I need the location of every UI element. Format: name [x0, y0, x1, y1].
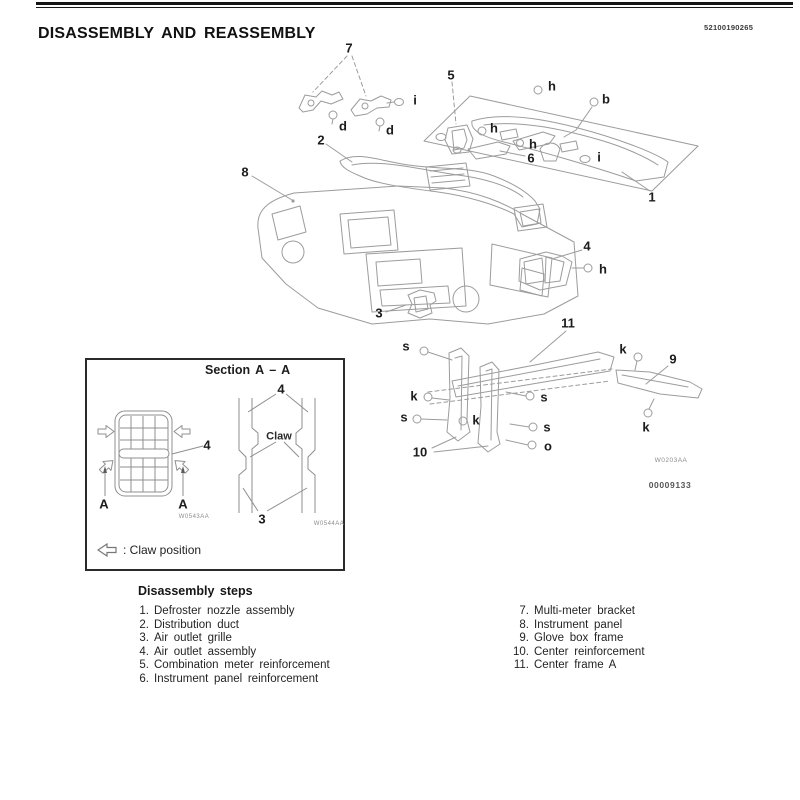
- inset-label-Claw: Claw: [266, 430, 292, 443]
- claw-position-legend-text: : Claw position: [123, 543, 202, 557]
- part-callout-3: 3: [375, 305, 383, 321]
- claw-position-arrow-icon: [97, 543, 117, 557]
- step-item: [505, 605, 645, 619]
- figure-code: 00009133: [648, 479, 692, 490]
- part-callout-k: k: [642, 419, 650, 435]
- step-item: [134, 619, 330, 633]
- step-item: [134, 673, 330, 687]
- document-number: 52100190265: [704, 23, 754, 32]
- part-callout-1: 1: [648, 189, 656, 205]
- part-callout-h: h: [599, 261, 607, 277]
- step-label: Center frame A: [534, 659, 617, 671]
- step-number: 7.: [519, 605, 529, 617]
- step-label: Glove box frame: [534, 632, 624, 644]
- inset-label-4: 4: [277, 381, 285, 397]
- step-number: 3.: [139, 632, 149, 644]
- page-title: DISASSEMBLY AND REASSEMBLY: [38, 24, 316, 42]
- part-callout-2: 2: [317, 132, 325, 148]
- inset-figure-code: W0544AA: [313, 521, 345, 527]
- part-callout-h: h: [490, 120, 498, 136]
- claw-position-legend: [97, 543, 201, 557]
- part-callout-d: d: [339, 118, 347, 134]
- part-callout-9: 9: [669, 351, 677, 367]
- step-label: Instrument panel reinforcement: [154, 672, 319, 685]
- step-label: Defroster nozzle assembly: [154, 605, 295, 617]
- part-callout-8: 8: [241, 164, 249, 180]
- disassembly-steps-left-column: [134, 605, 330, 686]
- step-number: 9.: [519, 632, 529, 644]
- step-number: 11.: [513, 659, 529, 671]
- step-number: 1.: [139, 605, 149, 617]
- part-callout-s: s: [543, 419, 551, 435]
- part-callout-b: b: [602, 91, 610, 107]
- part-callout-k: k: [410, 388, 418, 404]
- step-label: Instrument panel: [534, 618, 623, 631]
- step-item: [505, 632, 645, 646]
- step-label: Air outlet assembly: [154, 645, 257, 658]
- part-callout-11: 11: [561, 315, 575, 331]
- figure-code: W0203AA: [654, 456, 688, 464]
- part-callout-5: 5: [447, 67, 455, 83]
- part-callout-d: d: [386, 122, 394, 138]
- part-callout-6: 6: [527, 150, 535, 166]
- step-item: [505, 646, 645, 660]
- part-callout-h: h: [548, 78, 556, 94]
- step-label: Distribution duct: [154, 618, 239, 631]
- inset-figure-code: W0543AA: [178, 514, 210, 520]
- step-item: [134, 646, 330, 660]
- part-callout-h: h: [529, 136, 537, 152]
- step-number: 10.: [513, 645, 529, 658]
- part-callout-s: s: [540, 389, 548, 405]
- part-callout-i: i: [597, 149, 601, 165]
- step-item: [134, 632, 330, 646]
- inset-label-A: A: [99, 496, 109, 512]
- step-number: 5.: [139, 659, 149, 671]
- disassembly-steps-heading: Disassembly steps: [138, 584, 253, 598]
- step-label: Center reinforcement: [534, 645, 645, 658]
- step-label: Multi-meter bracket: [534, 605, 635, 617]
- step-item: [134, 659, 330, 673]
- inset-label-A: A: [178, 496, 188, 512]
- step-number: 8.: [519, 618, 529, 631]
- step-number: 4.: [139, 645, 149, 658]
- inset-title: Section A – A: [205, 363, 291, 377]
- part-callout-s: s: [400, 409, 408, 425]
- part-callout-o: o: [544, 438, 552, 454]
- part-callout-k: k: [472, 412, 480, 428]
- inset-label-3: 3: [258, 511, 266, 527]
- part-callout-k: k: [619, 341, 627, 357]
- disassembly-steps-right-column: [505, 605, 645, 673]
- part-callout-7: 7: [345, 40, 353, 56]
- part-callout-4: 4: [583, 238, 591, 254]
- section-a-a-inset-box: [85, 358, 345, 571]
- part-callout-s: s: [402, 338, 410, 354]
- step-item: [505, 659, 645, 673]
- part-callout-i: i: [413, 92, 417, 108]
- step-label: Combination meter reinforcement: [154, 659, 330, 671]
- step-label: Air outlet grille: [154, 632, 232, 644]
- inset-label-4: 4: [203, 437, 211, 453]
- step-item: [505, 619, 645, 633]
- step-item: [134, 605, 330, 619]
- step-number: 2.: [139, 618, 149, 631]
- step-number: 6.: [139, 672, 149, 685]
- part-callout-10: 10: [412, 444, 428, 460]
